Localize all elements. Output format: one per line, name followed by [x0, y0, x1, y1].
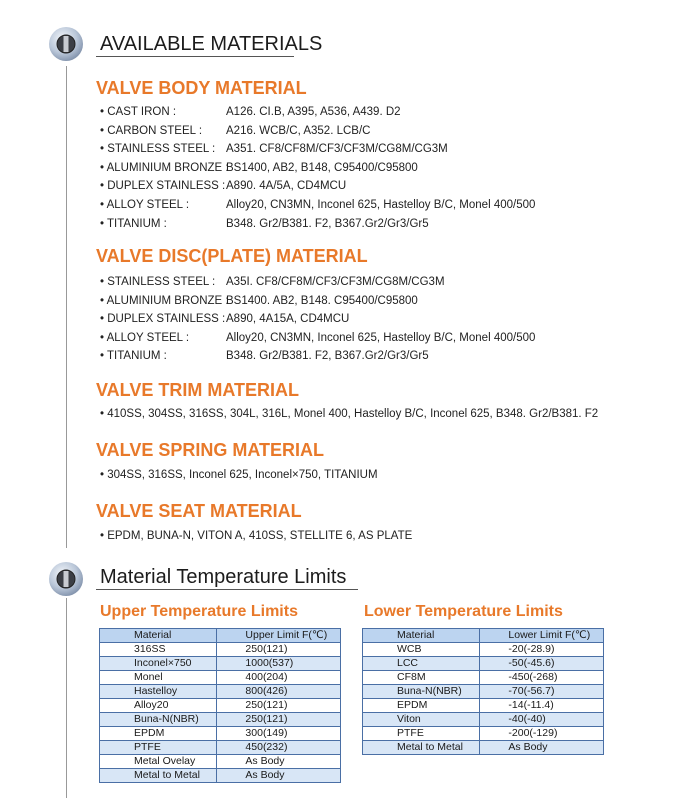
left-guide-line-bottom: [66, 598, 67, 798]
table-row: PTFE 450(232): [100, 741, 341, 755]
valve-badge-icon: [48, 26, 84, 62]
table-row: WCB -20(-28.9): [363, 643, 604, 657]
valve-badge-icon: [48, 561, 84, 597]
valve-trim-title: VALVE TRIM MATERIAL: [96, 380, 299, 400]
table-row: Metal Ovelay As Body: [100, 755, 341, 769]
valve-spring-title: VALVE SPRING MATERIAL: [96, 440, 325, 460]
upper-limits-table: [99, 628, 341, 783]
upper-limits-title: Upper Temperature Limits: [100, 603, 298, 620]
table-row: 316SS 250(121): [100, 643, 341, 657]
left-guide-line-top: [66, 66, 67, 548]
table-row: Monel 400(204): [100, 671, 341, 685]
table-header-row: Material Lower Limit F(℃): [363, 629, 604, 643]
table-row: EPDM -14(-11.4): [363, 699, 604, 713]
table-row: Metal to Metal As Body: [363, 741, 604, 755]
section-title-temperature-limits: Material Temperature Limits: [100, 566, 347, 588]
table-row: Buna-N(NBR) -70(-56.7): [363, 685, 604, 699]
table-row: LCC -50(-45.6): [363, 657, 604, 671]
lower-limits-table: [362, 628, 604, 755]
table-row: Viton -40(-40): [363, 713, 604, 727]
table-row: Buna-N(NBR) 250(121): [100, 713, 341, 727]
valve-seat-title: VALVE SEAT MATERIAL: [96, 501, 302, 521]
table-row: EPDM 300(149): [100, 727, 341, 741]
table-row: Hastelloy 800(426): [100, 685, 341, 699]
section-underline: [96, 56, 294, 57]
table-row: Inconel×750 1000(537): [100, 657, 341, 671]
table-row: PTFE -200(-129): [363, 727, 604, 741]
lower-limits-title: Lower Temperature Limits: [364, 603, 563, 620]
valve-body-title: VALVE BODY MATERIAL: [96, 78, 307, 98]
valve-seat-text: • EPDM, BUNA-N, VITON A, 410SS, STELLITE 6, AS PLATE: [100, 530, 413, 542]
table-row: CF8M -450(-268): [363, 671, 604, 685]
table-row: Metal to Metal As Body: [100, 769, 341, 783]
valve-trim-text: • 410SS, 304SS, 316SS, 304L, 316L, Monel 400, Hastelloy B/C, Inconel 625, B348. Gr2/B381. F2: [100, 408, 599, 420]
section-title-available-materials: AVAILABLE MATERIALS: [100, 33, 323, 55]
section-underline: [96, 589, 358, 590]
table-row: Alloy20 250(121): [100, 699, 341, 713]
valve-disc-title: VALVE DISC(PLATE) MATERIAL: [96, 246, 368, 266]
valve-spring-text: • 304SS, 316SS, Inconel 625, Inconel×750, TITANIUM: [100, 469, 378, 481]
table-header-row: Material Upper Limit F(℃): [100, 629, 341, 643]
